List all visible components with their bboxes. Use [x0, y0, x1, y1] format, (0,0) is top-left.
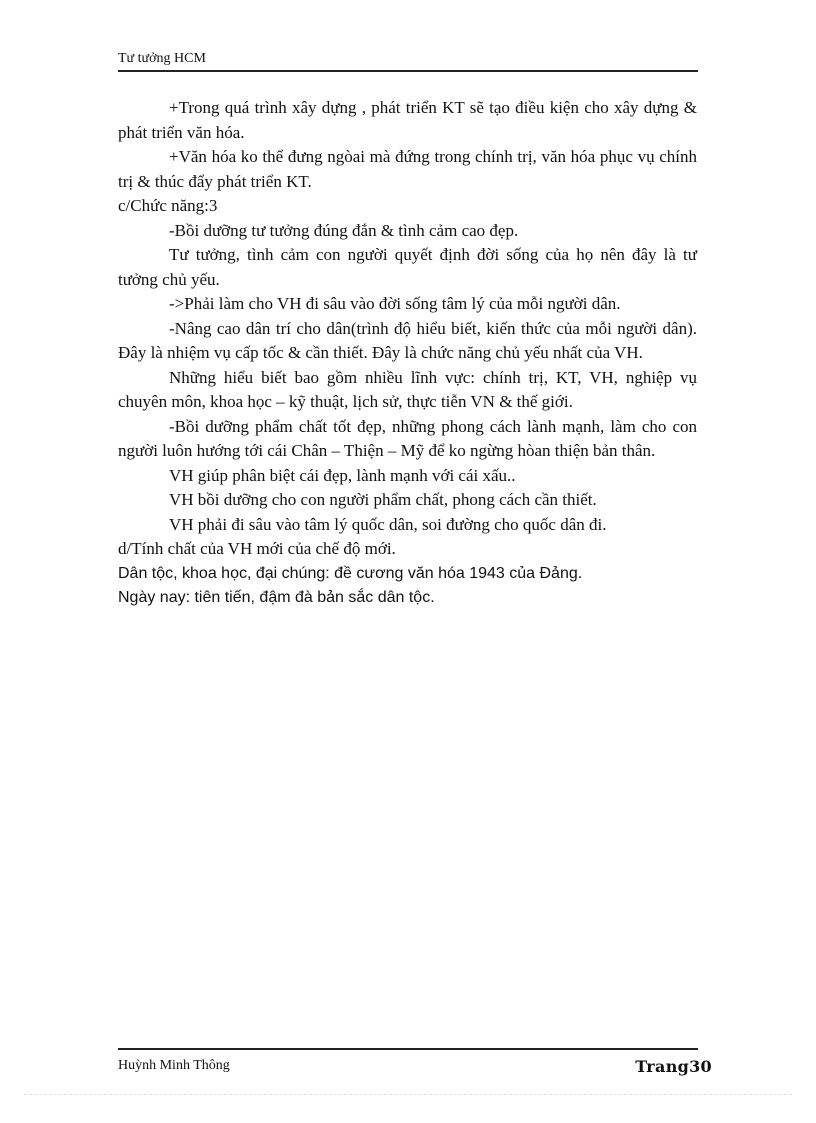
page-number: Trang30 [635, 1057, 712, 1076]
paragraph: ->Phải làm cho VH đi sâu vào đời sống tâm lý của mỗi người dân. [169, 294, 621, 313]
page-bottom-edge [24, 1094, 792, 1095]
paragraph: -Bồi dưỡng phẩm chất tốt đẹp, những phong cách lành mạnh, làm cho con người luôn hướng tới cái Chân – Thiện – Mỹ để ko ngừng hòan thiện bản thân. [118, 416, 697, 460]
section-heading: d/Tính chất của VH mới của chế độ mới. [118, 539, 396, 558]
footer-author: Huỳnh Minh Thông [118, 1058, 230, 1073]
page-header [118, 50, 698, 72]
paragraph: VH phải đi sâu vào tâm lý quốc dân, soi đường cho quốc dân đi. [169, 514, 607, 534]
section-heading: c/Chức năng:3 [118, 196, 218, 215]
paragraph: Dân tộc, khoa học, đại chúng: đề cương văn hóa 1943 của Đảng. [118, 564, 583, 582]
paragraph: +Văn hóa ko thể đưng ngòai mà đứng trong chính trị, văn hóa phục vụ chính trị & thúc đẩy phát triển KT. [118, 147, 697, 191]
header-title: Tư tưởng HCM [118, 51, 206, 66]
paragraph: Những hiểu biết bao gồm nhiều lĩnh vực: chính trị, KT, VH, nghiệp vụ chuyên môn, khoa học – kỹ thuật, lịch sử, thực tiễn VN & thế giới. [118, 367, 697, 411]
paragraph: VH giúp phân biệt cái đẹp, lành mạnh với cái xấu.. [169, 465, 516, 485]
page-footer [118, 1048, 712, 1083]
document-body [118, 96, 697, 611]
paragraph: Tư tưởng, tình cảm con người quyết định đời sống của họ nên đây là tư tưởng chủ yếu. [118, 245, 697, 289]
paragraph: -Bồi dưỡng tư tưởng đúng đắn & tình cảm cao đẹp. [169, 220, 519, 240]
paragraph: VH bồi dưỡng cho con người phẩm chất, phong cách cần thiết. [169, 490, 597, 509]
paragraph: -Nâng cao dân trí cho dân(trình độ hiểu biết, kiến thức của mỗi người dân). Đây là nhiệm vụ cấp tốc & cần thiết. Đây là chức năng chủ yếu nhất của VH. [118, 318, 697, 362]
paragraph: Ngày nay: tiên tiến, đậm đà bản sắc dân tộc. [118, 589, 435, 606]
paragraph: +Trong quá trình xây dựng , phát triển KT sẽ tạo điều kiện cho xây dựng & phát triển văn hóa. [118, 98, 697, 142]
